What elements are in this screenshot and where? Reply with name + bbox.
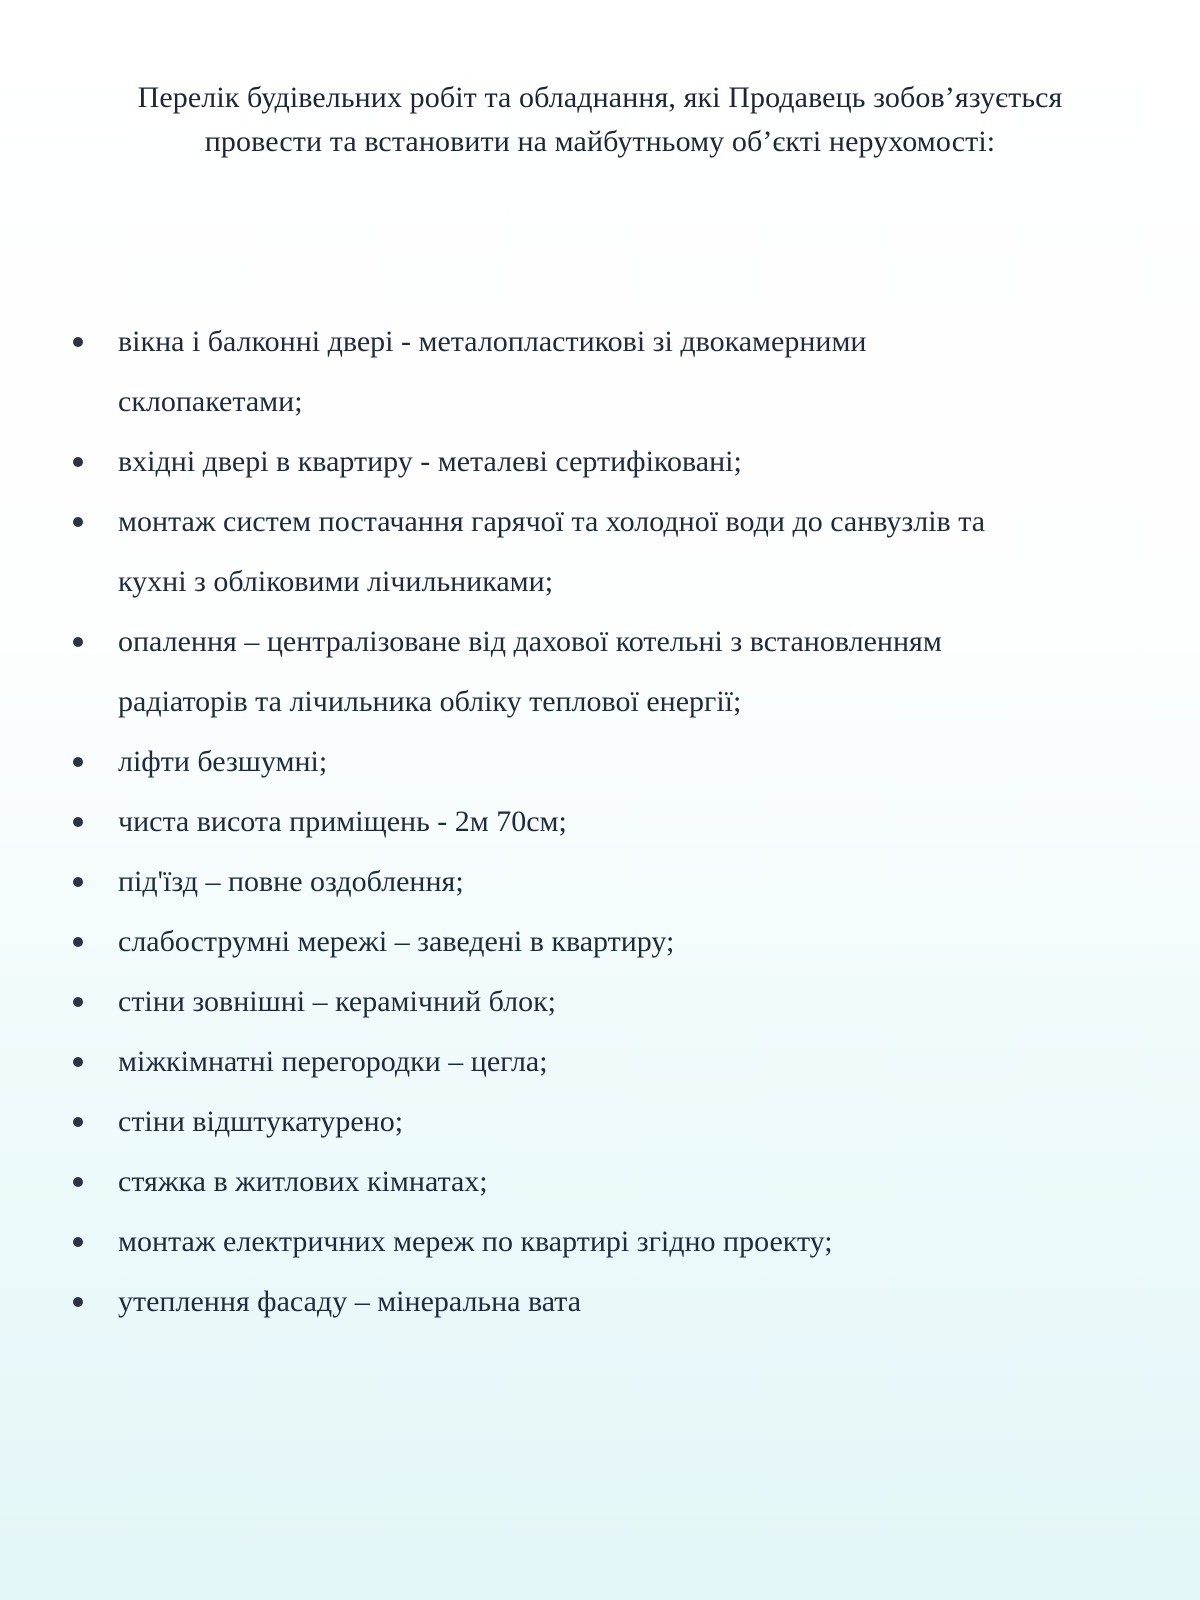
title-line-2: провести та встановити на майбутньому об’єкті нерухомості: <box>204 125 996 158</box>
list-item-line: утеплення фасаду – мінеральна вата <box>118 1285 582 1318</box>
list-item-line: склопакетами; <box>118 385 303 418</box>
bullet-icon <box>73 937 83 947</box>
title-line-1: Перелік будівельних робіт та обладнання, які Продавець зобов’язується <box>137 81 1063 114</box>
list-item-line: чиста висота приміщень - 2м 70см; <box>118 805 567 838</box>
list-item <box>0 492 1200 612</box>
bullet-icon <box>73 757 83 767</box>
list-item-line: опалення – централізоване від дахової котельні з встановленням <box>118 625 942 658</box>
bullet-icon <box>73 1177 83 1187</box>
bullet-icon <box>73 337 83 347</box>
list-item <box>0 852 1200 912</box>
list-item <box>0 792 1200 852</box>
bullet-icon <box>73 1297 83 1307</box>
list-item <box>0 312 1200 432</box>
list-item-line: під'їзд – повне оздоблення; <box>118 865 464 898</box>
list-item-line: міжкімнатні перегородки – цегла; <box>118 1045 548 1078</box>
bullet-icon <box>73 1057 83 1067</box>
list-item <box>0 432 1200 492</box>
list-item-line: монтаж систем постачання гарячої та холодної води до санвузлів та <box>118 505 986 538</box>
list-item <box>0 1032 1200 1092</box>
list-item-line: слабострумні мережі – заведені в квартиру; <box>118 925 675 958</box>
works-list <box>0 312 1200 1332</box>
list-item <box>0 972 1200 1032</box>
list-item-line: вхідні двері в квартиру - металеві сертифіковані; <box>118 445 742 478</box>
bullet-icon <box>73 517 83 527</box>
list-item-line: радіаторів та лічильника обліку теплової енергії; <box>118 685 742 718</box>
list-item <box>0 1272 1200 1332</box>
bullet-icon <box>73 997 83 1007</box>
list-item <box>0 612 1200 732</box>
list-item <box>0 1152 1200 1212</box>
bullet-icon <box>73 457 83 467</box>
bullet-icon <box>73 1237 83 1247</box>
bullet-icon <box>73 877 83 887</box>
list-item-line: вікна і балконні двері - металопластикові зі двокамерними <box>118 325 867 358</box>
list-item-line: стяжка в житлових кімнатах; <box>118 1165 488 1198</box>
list-item-line: монтаж електричних мереж по квартирі згідно проекту; <box>118 1225 833 1258</box>
bullet-icon <box>73 637 83 647</box>
list-item-line: ліфти безшумні; <box>118 745 328 778</box>
list-item <box>0 1092 1200 1152</box>
list-item-line: кухні з обліковими лічильниками; <box>118 565 554 598</box>
list-item <box>0 912 1200 972</box>
document-title <box>40 76 1160 164</box>
list-item <box>0 1212 1200 1272</box>
list-item-line: стіни зовнішні – керамічний блок; <box>118 985 557 1018</box>
bullet-icon <box>73 1117 83 1127</box>
list-item <box>0 732 1200 792</box>
list-item-line: стіни відштукатурено; <box>118 1105 404 1138</box>
bullet-icon <box>73 817 83 827</box>
